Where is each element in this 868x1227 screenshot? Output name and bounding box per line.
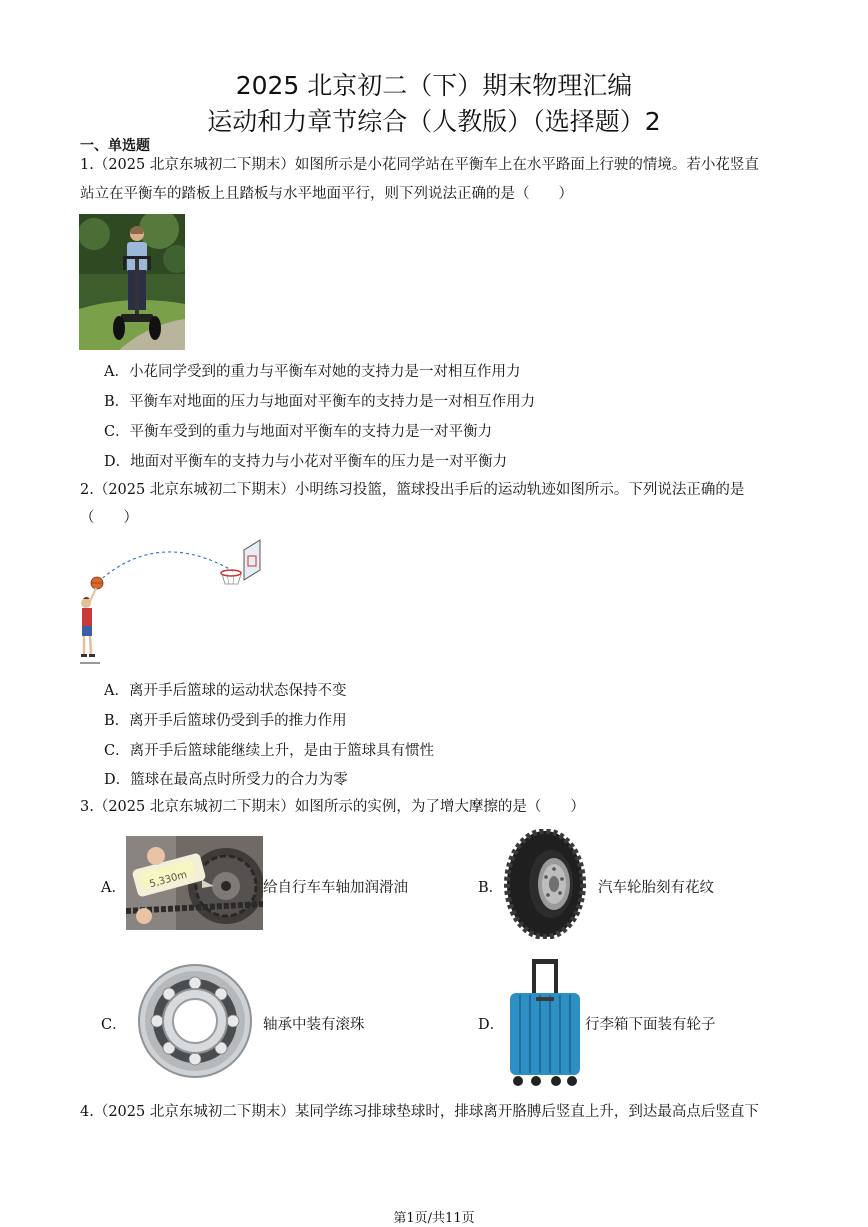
question-3-option-d-text: 行李箱下面装有轮子 <box>585 1017 716 1033</box>
section-heading: 一、单选题 <box>80 138 150 154</box>
segway-photo <box>79 214 185 350</box>
question-4-stem-line1: 4.（2025 北京东城初二下期末）某同学练习排球垫球时，排球离开胳膊后竖直上升，到达最高点后竖直下 <box>80 1104 759 1120</box>
bike-lubrication-photo <box>126 836 263 930</box>
question-3-option-b-text: 汽车轮胎刻有花纹 <box>598 880 714 896</box>
bottle-label-text: 5,330m <box>148 869 189 891</box>
option-text: 离开手后篮球能继续上升，是由于篮球具有惯性 <box>129 743 435 759</box>
question-3-option-a-label: A． <box>101 880 126 896</box>
option-text: 地面对平衡车的支持力与小花对平衡车的压力是一对平衡力 <box>130 454 508 470</box>
question-2-stem-line1: 2.（2025 北京东城初二下期末）小明练习投篮，篮球投出手后的运动轨迹如图所示。下列说法正确的是 <box>80 482 745 498</box>
basketball-diagram <box>78 536 263 666</box>
question-1-option-a <box>104 360 520 381</box>
option-label: A． <box>104 683 129 699</box>
tire-photo <box>504 829 586 939</box>
question-3-option-c-label: C． <box>101 1017 127 1033</box>
question-2-option-c <box>104 739 434 760</box>
question-3-option-d-label: D． <box>478 1017 505 1033</box>
luggage-photo <box>506 957 584 1087</box>
page-title-line2: 运动和力章节综合（人教版）（选择题）2 <box>207 107 661 136</box>
question-2-option-b <box>104 709 347 730</box>
option-text: 篮球在最高点时所受力的合力为零 <box>130 772 348 788</box>
question-2-option-a <box>104 679 346 700</box>
option-text: 离开手后篮球仍受到手的推力作用 <box>129 713 347 729</box>
question-1-option-d <box>104 450 507 471</box>
option-label: B． <box>104 713 130 729</box>
option-label: A． <box>104 364 129 380</box>
page-title-line1: 2025 北京初二（下）期末物理汇编 <box>235 71 633 100</box>
option-label: D． <box>104 772 131 788</box>
option-label: C． <box>104 424 130 440</box>
option-text: 离开手后篮球的运动状态保持不变 <box>128 683 347 699</box>
question-3-stem-line1: 3.（2025 北京东城初二下期末）如图所示的实例，为了增大摩擦的是（ ） <box>80 799 585 815</box>
question-3-option-a-text: 给自行车车轴加润滑油 <box>263 880 408 896</box>
option-text: 平衡车对地面的压力与地面对平衡车的支持力是一对相互作用力 <box>129 394 536 410</box>
question-2-option-d <box>104 768 348 789</box>
option-text: 平衡车受到的重力与地面对平衡车的支持力是一对平衡力 <box>129 424 493 440</box>
option-label: D． <box>104 454 131 470</box>
question-1-option-b <box>104 390 535 411</box>
question-2-stem-line2: （ ） <box>80 510 138 526</box>
ball-bearing-photo <box>136 962 254 1080</box>
page-footer: 第1页/共11页 <box>393 1211 475 1226</box>
question-3-option-c-text: 轴承中装有滚珠 <box>263 1017 365 1033</box>
question-1-stem-line1: 1.（2025 北京东城初二下期末）如图所示是小花同学站在平衡车上在水平路面上行驶的情境。若小花竖直 <box>80 157 759 173</box>
question-3-option-b-label: B． <box>478 880 504 896</box>
question-1-option-c <box>104 420 492 441</box>
option-text: 小花同学受到的重力与平衡车对她的支持力是一对相互作用力 <box>128 364 521 380</box>
option-label: C． <box>104 743 130 759</box>
question-1-stem-line2: 站立在平衡车的踏板上且踏板与水平地面平行，则下列说法正确的是（ ） <box>80 186 573 202</box>
option-label: B． <box>104 394 130 410</box>
